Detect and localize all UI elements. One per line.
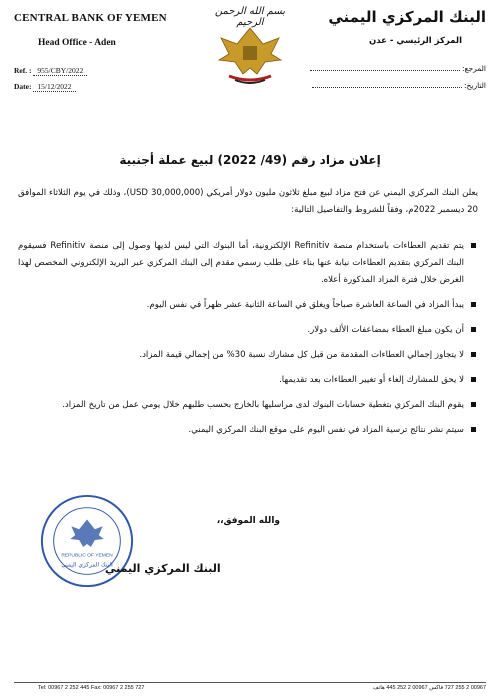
basmala: بسم الله الرحمن الرحيم	[214, 6, 286, 28]
list-item: لا يحق للمشارك إلغاء أو تغيير العطاءات بعد تقديمها.	[18, 372, 478, 389]
ref-value: 955/CBY/2022	[33, 66, 87, 76]
list-item: يبدأ المزاد في الساعة العاشرة صباحاً ويغلق في الساعة الثانية عشر ظهراً في نفس اليوم.	[18, 297, 478, 314]
ref-field-ar	[310, 64, 486, 73]
closing-phrase: والله الموفق،،	[216, 516, 280, 526]
list-item: يتم تقديم العطاءات باستخدام منصة Refinitiv الإلكترونية، أما البنوك التي ليس لديها وصول إلى منصة Refinitiv فسيقوم البنك المركزي بتقديم العطاءات نيابة عنها بناء على طلب رسمي مقدم إلى البنك المركزي عبر البريد الإلكتروني المخصص لهذا الغرض خلال فترة المزاد المذكورة أعلاه.	[18, 238, 478, 289]
ref-dots-ar	[310, 70, 460, 71]
yemen-eagle-emblem-icon	[215, 24, 285, 86]
footer-divider	[14, 682, 486, 683]
stamp-text-ar: البنك المركزي اليمني	[61, 562, 113, 569]
date-field	[14, 82, 76, 91]
signature-bank-name: البنك المركزي اليمني	[105, 562, 221, 575]
office-name-ar: المركز الرئيسي - عدن	[368, 36, 462, 46]
date-label: Date:	[14, 82, 34, 91]
ref-label-ar: المرجع:	[462, 64, 486, 73]
notice-title: إعلان مزاد رقم (49/ 2022) لبيع عملة أجنبية	[119, 153, 381, 167]
conditions-list	[18, 238, 478, 447]
ref-label: Ref. :	[14, 66, 34, 75]
stamp-text-en: REPUBLIC OF YEMEN	[61, 553, 113, 559]
notice-intro: يعلن البنك المركزي اليمني عن فتح مزاد لبيع مبلغ ثلاثون مليون دولار أمريكي (30,000,000 USD)، وذلك في يوم الثلاثاء الموافق 20 ديسمبر 2022م، وفقاً للشروط والتفاصيل التالية:	[18, 188, 479, 215]
bank-name-ar: البنك المركزي اليمني	[328, 8, 486, 26]
date-field-ar	[312, 81, 486, 90]
date-value: 15/12/2022	[33, 82, 75, 92]
date-label-ar: التاريخ:	[464, 81, 486, 90]
footer-contact-en: Tel: 00967 2 252 445 Fax: 00967 2 255 727	[38, 685, 145, 691]
list-item: لا يتجاوز إجمالي العطاءات المقدمة من قبل كل مشارك نسبة 30% من إجمالي قيمة المزاد.	[18, 347, 478, 364]
ref-field	[14, 66, 87, 75]
bank-name-en: CENTRAL BANK OF YEMEN	[14, 12, 167, 24]
list-item: سيتم نشر نتائج ترسية المزاد في نفس اليوم على موقع البنك المركزي اليمني.	[18, 422, 478, 439]
list-item: يقوم البنك المركزي بتغطية حسابات البنوك لدى مراسليها بالخارج بحسب طلبهم خلال يومي عمل من تاريخ المزاد.	[18, 397, 478, 414]
office-name-en: Head Office - Aden	[38, 38, 116, 48]
official-stamp-icon	[38, 492, 136, 590]
date-dots-ar	[312, 87, 462, 88]
footer-contact-ar: 00967 2 255 727 فاكس 00967 2 252 445 هاتف	[373, 685, 486, 691]
list-item: أن يكون مبلغ العطاء بمضاعفات الألف دولار.	[18, 322, 478, 339]
